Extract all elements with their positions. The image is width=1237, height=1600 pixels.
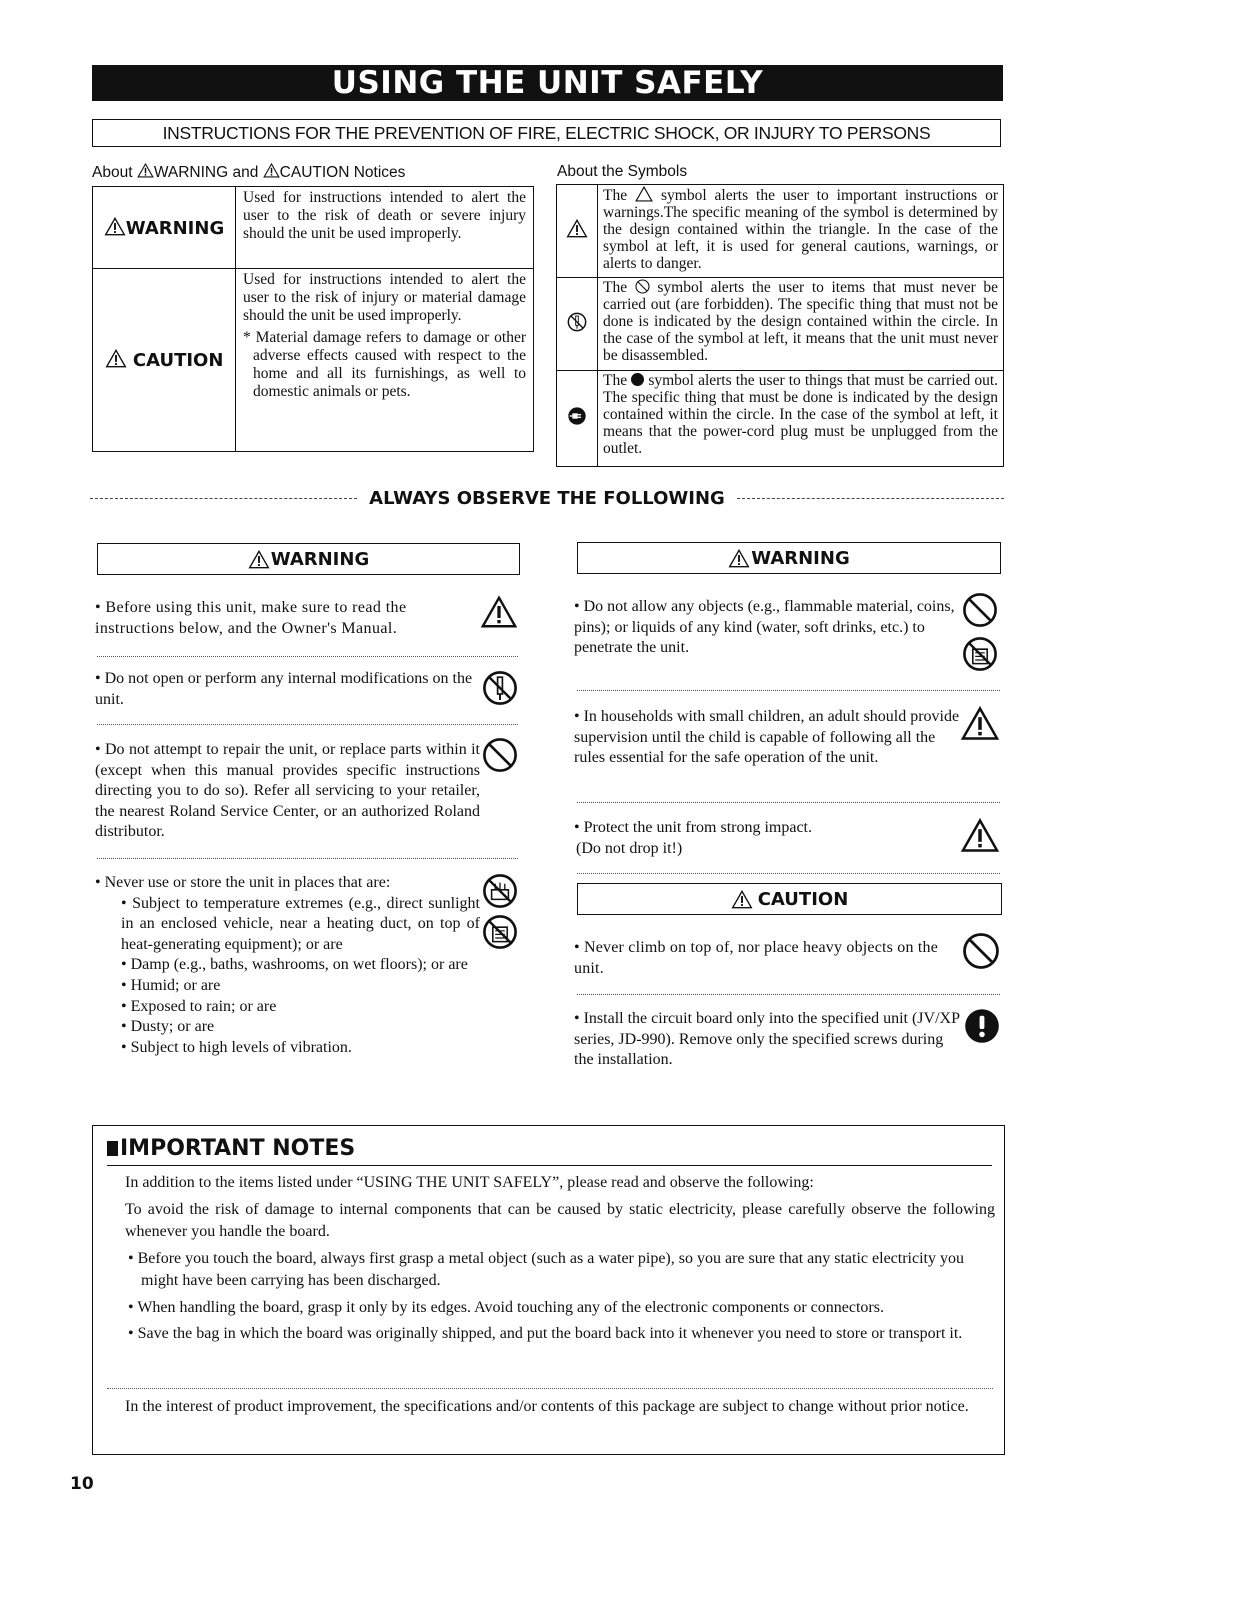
right-item-4: • Never climb on top of, nor place heavy objects on the unit.: [574, 939, 939, 977]
dotted-divider: [577, 873, 1000, 874]
dotted-divider: [107, 1388, 993, 1389]
mandatory-icon: [964, 1008, 1000, 1044]
page-title: USING THE UNIT SAFELY: [331, 65, 764, 101]
warning-notice-text: Used for instructions intended to alert the user to the risk of death or severe injury should the unit be used improperly.: [236, 187, 534, 269]
right-item-5: • Install the circuit board only into the specified unit (JV/XP series, JD-990). Remove only the specified screws during the installation.: [574, 1010, 960, 1069]
important-notes-body: In addition to the items listed under “USING THE UNIT SAFELY”, please read and observe the following: To avoid the risk of damage to internal components that can be caused by static electricity, please carefully observe the following whenever you handle the board. • Before you touch the board, always first grasp a metal object (such as a water pipe), so you are sure that any static electricity you might have been carrying has been discharged. • When handling the board, grasp it only by its edges. Avoid touching any of the electronic components or connectors. • Save the bag in which the board was originally shipped, and put the board back into it whenever you need to store or transport it.: [125, 1174, 995, 1342]
triangle-icon: [635, 186, 653, 202]
right-item-2: • In households with small children, an adult should provide supervision until the child is capable of following all the rules essential for the safe operation of the unit.: [574, 708, 960, 767]
left-item-3: • Do not attempt to repair the unit, or replace parts within it (except when this manual provides specific instructions directing you to do so). Refer all servicing to your retailer, the nearest Roland Service Center, or an authorized Roland distributor.: [95, 741, 480, 841]
title-rule: [107, 1165, 992, 1166]
important-notes-box: [92, 1125, 1005, 1455]
important-notes-title: IMPORTANT NOTES: [107, 1136, 355, 1161]
warning-triangle-icon: [104, 217, 126, 236]
symbol-text-prohibit: The symbol alerts the user to items that must never be carried out (are forbidden). The specific thing that must not be done is indicated by the design contained within the circle. In the case of the symbol at left, it means that the unit must never be disassembled.: [598, 278, 1004, 371]
prohibition-icon: [635, 279, 650, 294]
right-item-1: • Do not allow any objects (e.g., flammable material, coins, pins); or liquids of any kind (water, soft drinks, etc.) to penetrate the unit.: [574, 598, 955, 657]
prohibition-icon: [962, 592, 998, 628]
change-notice: In the interest of product improvement, the specifications and/or contents of this package are subject to change without prior notice.: [125, 1398, 969, 1415]
page-title-bar: [92, 65, 1003, 101]
dashed-divider: [90, 498, 357, 499]
no-water-icon: [482, 914, 518, 950]
no-sunlight-icon: [482, 873, 518, 909]
dotted-divider: [97, 656, 518, 657]
symbol-text-mandatory: The symbol alerts the user to things that must be carried out. The specific thing that must be done is indicated by the design contained within the circle. In the case of the symbol at left, it means that the power-cord plug must be unplugged from the outlet.: [598, 371, 1004, 467]
left-warning-heading: WARNING: [97, 543, 520, 575]
symbol-cell-triangle: [557, 185, 598, 278]
symbol-text-triangle: The symbol alerts the user to important instructions or warnings.The specific meaning of the symbol is determined by the design contained within the triangle. In the case of the symbol at left, it is used for general cautions, warnings, or alerts to danger.: [598, 185, 1004, 278]
caution-notice-head: CAUTION: [93, 269, 236, 452]
do-not-disassemble-icon: [567, 312, 587, 332]
notices-table: [92, 186, 534, 452]
warning-triangle-icon: [248, 550, 270, 569]
caution-triangle-icon: [731, 890, 753, 909]
dotted-divider: [97, 724, 518, 725]
right-warning-heading: WARNING: [577, 542, 1001, 574]
dashed-divider: [737, 498, 1004, 499]
notices-label: About WARNING and CAUTION Notices: [92, 164, 406, 181]
filled-circle-icon: [631, 373, 644, 386]
bullet-square-icon: [107, 1141, 118, 1156]
warning-triangle-icon: [728, 549, 750, 568]
prohibition-icon: [482, 737, 518, 773]
left-item-4: • Never use or store the unit in places that are: • Subject to temperature extremes (e.g., direct sunlight in an enclosed vehicle, near a heating duct, on top of heat-generating equipment); or are • Damp (e.g., baths, washrooms, on wet floors); or are • Humid; or are • Exposed to rain; or are • Dusty; or are • Subject to high levels of vibration.: [95, 874, 480, 1056]
do-not-disassemble-icon: [482, 670, 518, 706]
left-item-2: • Do not open or perform any internal modifications on the unit.: [95, 670, 473, 708]
symbol-cell-prohibit: [557, 278, 598, 371]
dotted-divider: [577, 802, 1000, 803]
subtitle-box: [92, 119, 1001, 147]
observe-heading-row: [90, 488, 1004, 509]
page-number: 10: [70, 1474, 94, 1494]
warning-triangle-icon: [961, 706, 999, 741]
subtitle: INSTRUCTIONS FOR THE PREVENTION OF FIRE, ELECTRIC SHOCK, OR INJURY TO PERSONS: [162, 122, 931, 143]
symbols-table: [556, 184, 1004, 467]
right-item-3: • Protect the unit from strong impact. (Do not drop it!): [574, 819, 812, 857]
warning-notice-head: WARNING: [93, 187, 236, 269]
dotted-divider: [577, 690, 1000, 691]
prohibition-icon: [962, 932, 1000, 970]
symbols-label: About the Symbols: [557, 163, 688, 180]
warning-triangle-icon: [566, 219, 588, 238]
right-caution-heading: CAUTION: [577, 883, 1002, 915]
unplug-icon: [567, 406, 587, 426]
warning-triangle-icon: [961, 818, 999, 853]
caution-triangle-icon: [263, 163, 280, 178]
warning-triangle-icon: [481, 595, 517, 629]
left-item-1: • Before using this unit, make sure to read the instructions below, and the Owner's Manual.: [95, 599, 407, 637]
caution-triangle-icon: [105, 349, 127, 368]
caution-note: * Material damage refers to damage or other adverse effects caused with respect to the home and all its furnishings, as well to domestic animals or pets.: [243, 329, 526, 400]
observe-heading: ALWAYS OBSERVE THE FOLLOWING: [369, 488, 725, 509]
warning-triangle-icon: [137, 163, 154, 178]
symbol-cell-mandatory: [557, 371, 598, 467]
no-liquid-icon: [962, 636, 998, 672]
dotted-divider: [97, 858, 518, 859]
caution-notice-text: Used for instructions intended to alert the user to the risk of injury or material damage should the unit be used improperly. * Material damage refers to damage or other adverse effects caused with respect to the home and all its furnishings, as well to domestic animals or pets.: [236, 269, 534, 452]
dotted-divider: [577, 994, 1000, 995]
